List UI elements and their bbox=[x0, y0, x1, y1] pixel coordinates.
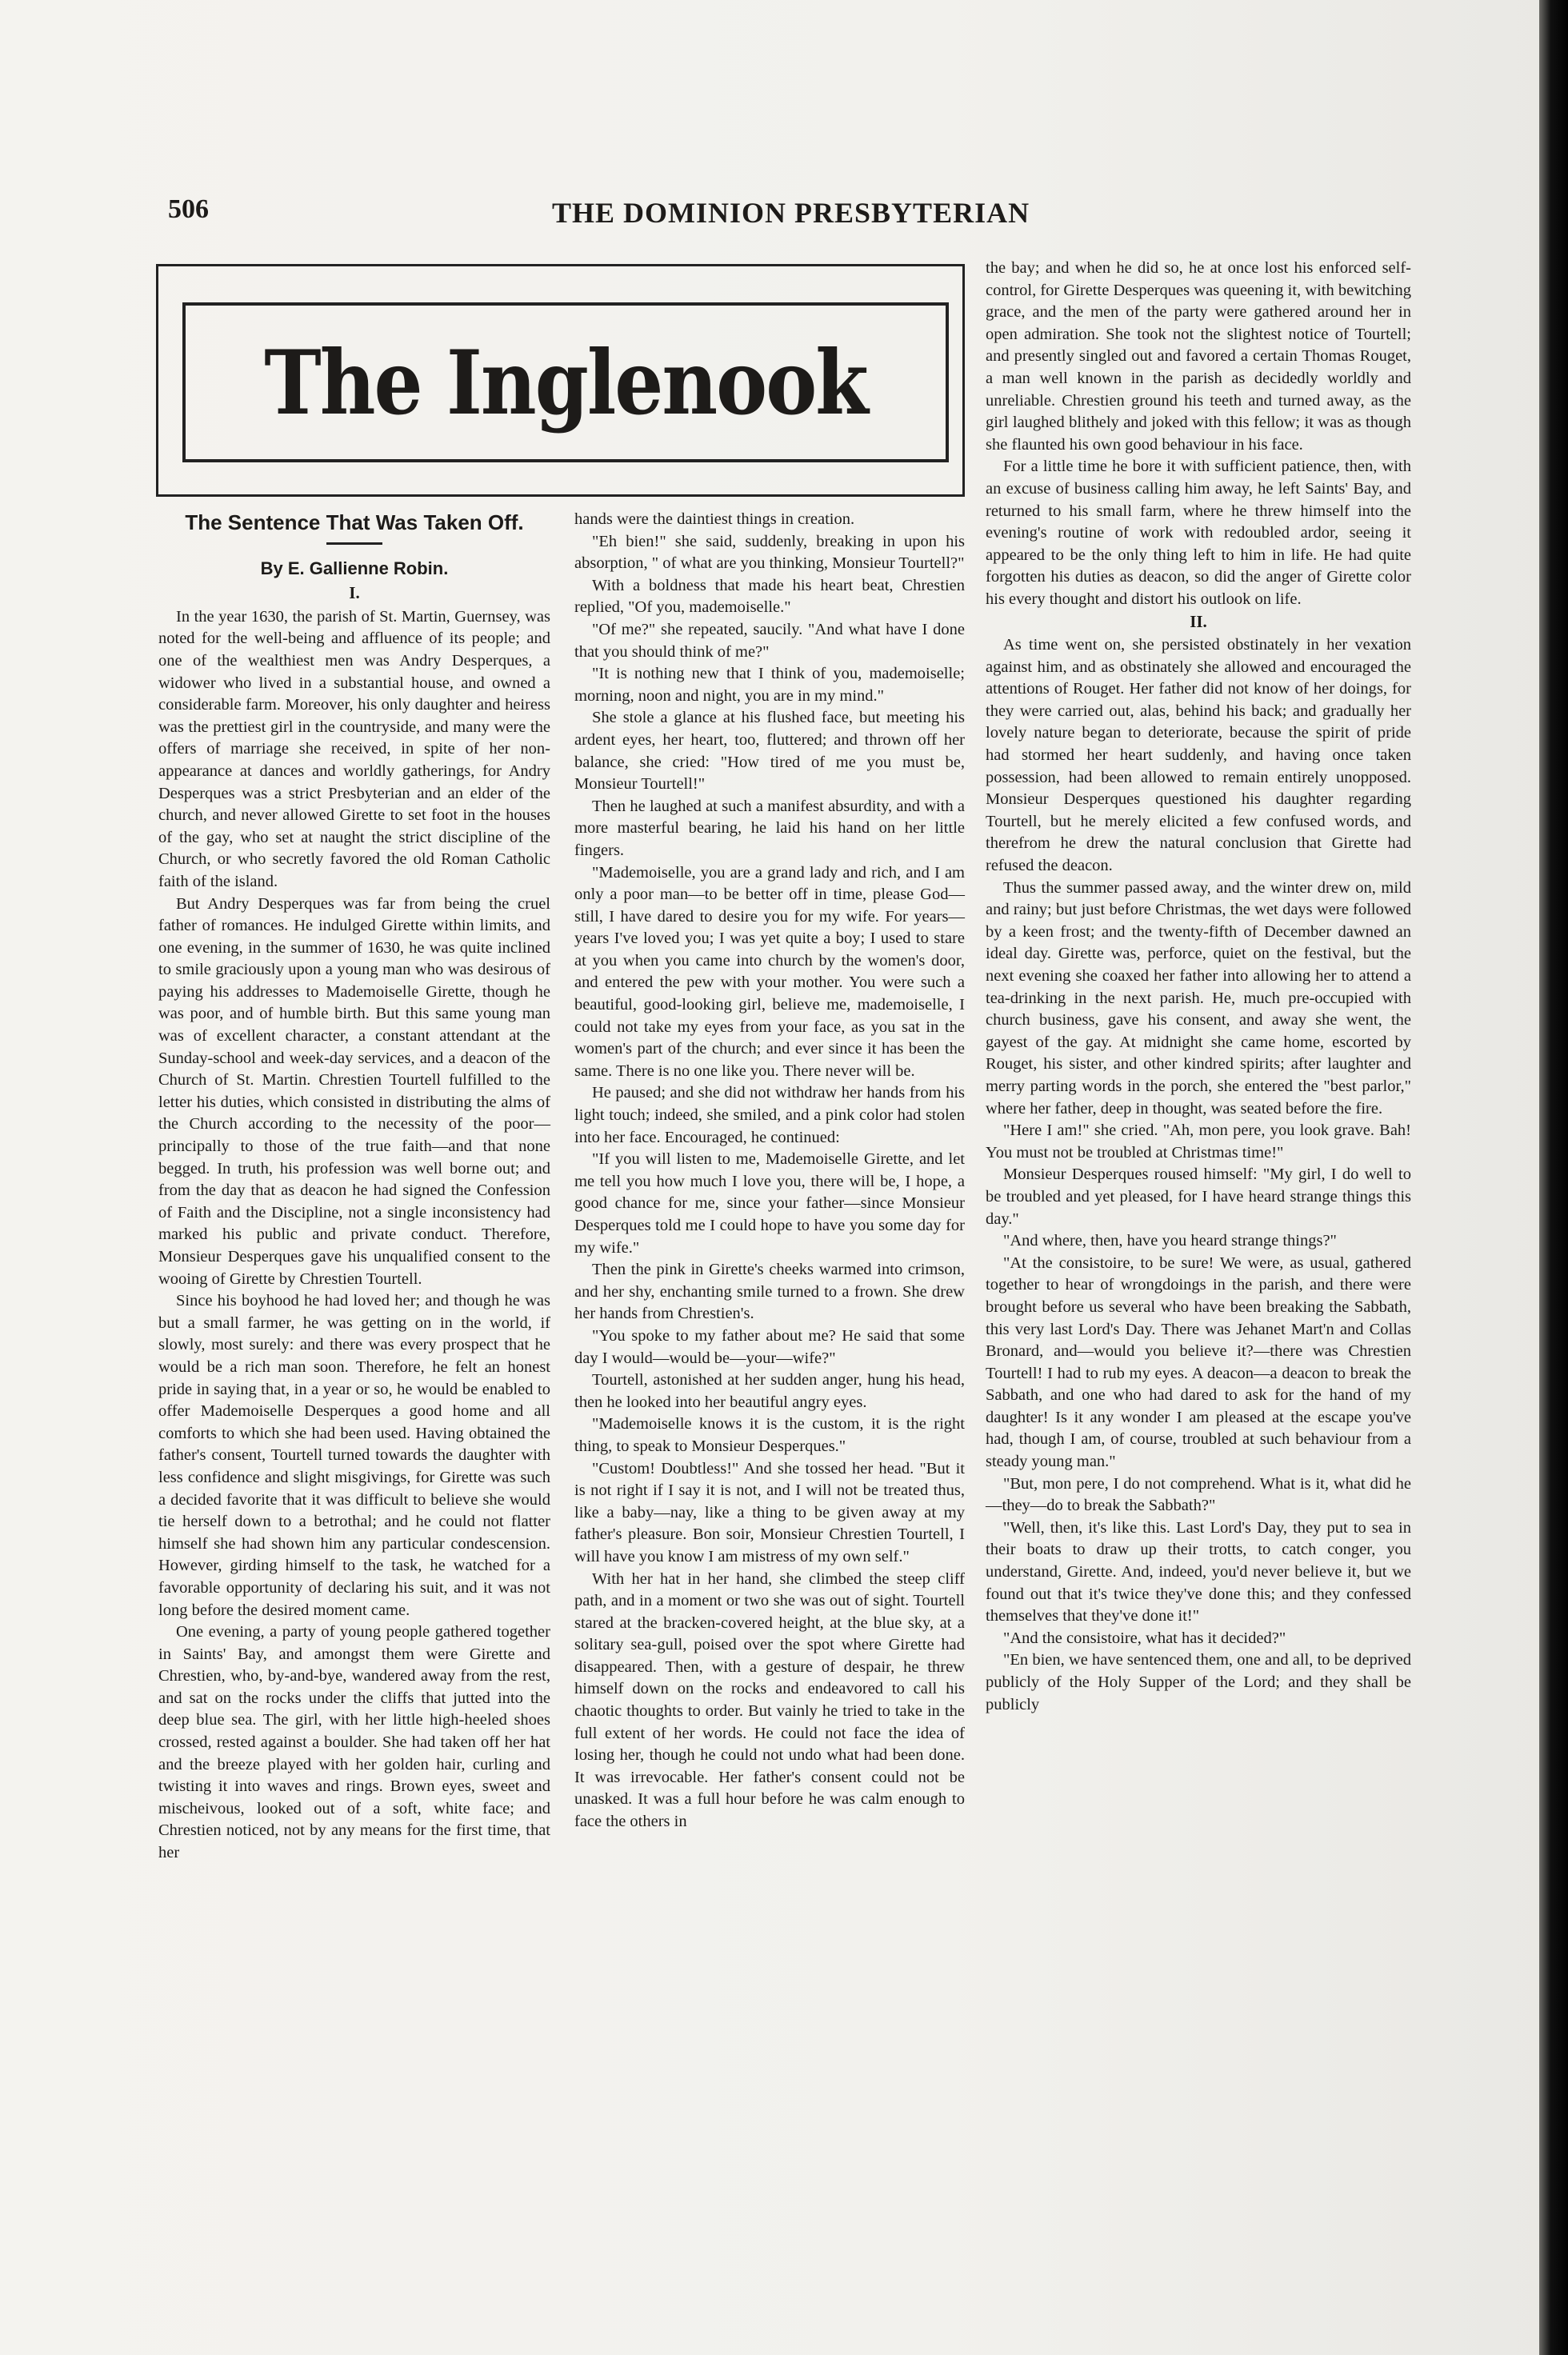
paragraph: the bay; and when he did so, he at once lost his enforced self-control, for Girette Desperques was queening it, with bewitching grace, and the men of the party were gathered around her in open admiration. She took not the slightest notice of Tourtell; and presently singled out and favored a certain Thomas Rouget, a man well known in the parish as decidedly worldly and unreliable. Chrestien ground his teeth and turned away, as the girl laughed blithely and joked with this fellow; it was as though she flaunted his own good behaviour in his face. bbox=[986, 259, 1411, 454]
paragraph: Tourtell, astonished at her sudden anger, hung his head, then he looked into her beautiful angry eyes. bbox=[574, 1371, 965, 1411]
scan-edge bbox=[1539, 0, 1568, 2355]
section-numeral-2: II. bbox=[1190, 611, 1207, 631]
paragraph: "But, mon pere, I do not comprehend. What is it, what did he—they—do to break the Sabbath?" bbox=[986, 1474, 1411, 1515]
section-numeral-1: I. bbox=[349, 583, 360, 603]
paragraph: Since his boyhood he had loved her; and though he was but a small farmer, he was getting on in the world, if slowly, most surely: and there was every prospect that he would be a rich man soon. Therefore, he felt an honest pride in saying that, in a year or so, he would be enabled to offer Mademoiselle Desperques a good home and all comforts to which she had been used. Having obtained the father's consent, Tourtell turned towards the daughter with less confidence and slight misgivings, for Girette was such a decided favorite that it was difficult to believe she would tie herself down to a betrothal; and he could not flatter himself she had shown him any particular condescension. However, girding himself to the task, he watched for a favorable opportunity of declaring his suit, and it was not long before the desired moment came. bbox=[158, 1292, 550, 1619]
paragraph: "And where, then, have you heard strange things?" bbox=[1003, 1232, 1337, 1250]
column-1 bbox=[158, 512, 550, 1865]
paragraph: "If you will listen to me, Mademoiselle Girette, and let me tell you how much I love you, there will be, I hope, a good chance for me, since your father—since Monsieur Desperques told me I could hope to have you some day for my wife." bbox=[574, 1150, 965, 1257]
paragraph: But Andry Desperques was far from being the cruel father of romances. He indulged Girette within limits, and one evening, in the summer of 1630, he was quite inclined to smile graciously upon a young man who was desirous of paying his addresses to Mademoiselle Girette, though he was poor, and of humble birth. But this same young man was of excellent character, a constant attendant at the Sunday-school and week-day services, and a deacon of the Church of St. Martin. Chrestien Tourtell fulfilled to the letter his duties, which consisted in distributing the alms of the Church according to the necessity of the poor—principally to those of the true faith—and that none begged. In truth, his profession was well borne out; and from the day that as deacon he had signed the Confession of Faith and the Discipline, not a single inconsistency had marked his public and private conduct. Therefore, Monsieur Desperques gave his unqualified consent to the wooing of Girette by Chrestien Tourtell. bbox=[158, 894, 550, 1288]
paragraph: "Mademoiselle knows it is the custom, it is the right thing, to speak to Monsieur Desperques." bbox=[574, 1415, 965, 1455]
section-title: The Inglenook bbox=[264, 330, 867, 434]
paragraph: "Of me?" she repeated, saucily. "And what have I done that you should think of me?" bbox=[574, 620, 965, 661]
paragraph: "Here I am!" she cried. "Ah, mon pere, you look grave. Bah! You must not be troubled at Christmas time!" bbox=[986, 1122, 1411, 1162]
paragraph: "Mademoiselle, you are a grand lady and rich, and I am only a poor man—to be better off in time, please God—still, I have dared to desire you for my wife. For years—years I've loved you; I was yet quite a boy; I used to stare at you when you came into church by the women's door, and entered the pew with your mother. You were such a beautiful, good-looking girl, believe me, mademoiselle, I could not take my eyes from your face, as you sat in the women's part of the church; and ever since it has been the same. There is no one like you. There never will be. bbox=[574, 863, 965, 1080]
paragraph: For a little time he bore it with sufficient patience, then, with an excuse of business calling him away, he left Saints' Bay, and returned to his small farm, where he threw himself into the evening's routine of work with redoubled ardor, seeing it appeared to be the only thing left to him in life. He had quite forgotten his duties as deacon, so did the anger of Girette color his every thought and distort his outlook on life. bbox=[986, 458, 1411, 608]
paragraph: "It is nothing new that I think of you, mademoiselle; morning, noon and night, you are in my mind." bbox=[574, 665, 965, 705]
paragraph: "You spoke to my father about me? He said that some day I would—would be—your—wife?" bbox=[574, 1326, 965, 1367]
column-3 bbox=[986, 258, 1411, 1716]
paragraph: "En bien, we have sentenced them, one and all, to be deprived publicly of the Holy Supper of the Lord; and they shall be publicly bbox=[986, 1651, 1411, 1713]
byline: By E. Gallienne Robin. bbox=[260, 558, 449, 578]
paragraph: hands were the daintiest things in creation. bbox=[574, 510, 855, 528]
publication-title: THE DOMINION PRESBYTERIAN bbox=[552, 197, 1030, 229]
paragraph: With a boldness that made his heart beat, Chrestien replied, "Of you, mademoiselle." bbox=[574, 576, 965, 617]
paragraph: One evening, a party of young people gathered together in Saints' Bay, and amongst them were Girette and Chrestien, who, by-and-bye, wandered away from the rest, and sat on the rocks under the cliffs that jutted into the deep blue sea. The girl, with her little high-heeled shoes crossed, rested against a boulder. She had taken off her hat and the breeze played with her golden hair, curling and twisting it into waves and rings. Brown eyes, sweet and mischeivous, looked out of a soft, white face; and Chrestien noticed, not by any means for the first time, that her bbox=[158, 1623, 550, 1862]
paragraph: "Custom! Doubtless!" And she tossed her head. "But it is not right if I say it is not, and I will not be treated thus, like a baby—nay, like a thing to be given away at my father's pleasure. Bon soir, Monsieur Chrestien Tourtell, I will have you know I am mistress of my own self." bbox=[574, 1459, 965, 1565]
paragraph: "Eh bien!" she said, suddenly, breaking in upon his absorption, " of what are you thinking, Monsieur Tourtell?" bbox=[574, 532, 965, 573]
paragraph: In the year 1630, the parish of St. Martin, Guernsey, was noted for the well-being and affluence of its people; and one of the wealthiest men was Andry Desperques, a widower who lived in a substantial house, and owned a considerable farm. Moreover, his only daughter and heiress was the prettiest girl in the countryside, and many were the offers of marriage she received, in spite of her non-appearance at dances and worldly gatherings, for Andry Desperques was a strict Presbyterian and an elder of the church, and never allowed Girette to set foot in the houses of the gay, who set at naught the strict discipline of the Church, or who secretly favored the old Roman Catholic faith of the island. bbox=[158, 607, 550, 890]
banner-box bbox=[182, 302, 949, 462]
title-rule bbox=[326, 542, 382, 545]
paragraph: As time went on, she persisted obstinately in her vexation against him, and as obstinately she allowed and encouraged the attentions of Rouget. Her father did not know of her doings, for they were carried out, alas, behind his back; and gradually her lovely nature began to deteriorate, because the spirit of pride had stormed her heart suddenly, and having once taken possession, had been allowed to remain entirely unopposed. Monsieur Desperques questioned his daughter regarding Tourtell, but he merely elicited a few confused words, and therefrom he drew the natural conclusion that Girette had refused the deacon. bbox=[986, 636, 1411, 875]
page-number: 506 bbox=[168, 194, 209, 224]
column-2 bbox=[574, 509, 965, 1833]
paragraph: "And the consistoire, what has it decided?" bbox=[1003, 1629, 1286, 1647]
paragraph: Then he laughed at such a manifest absurdity, and with a more masterful bearing, he laid his hand on her little fingers. bbox=[574, 797, 965, 859]
paragraph: She stole a glance at his flushed face, but meeting his ardent eyes, her heart, too, fluttered; and thrown off her balance, she cried: "How tired of me you must be, Monsieur Tourtell!" bbox=[574, 709, 965, 794]
paragraph: Thus the summer passed away, and the winter drew on, mild and rainy; but just before Christmas, the wet days were followed by a keen frost; and the twenty-fifth of December dawned an ideal day. Girette was, perforce, quiet on the festival, but the next evening she coaxed her father into allowing her to attend a tea-drinking in the next parish. He, much pre-occupied with church business, gave his consent, and away she went, the gayest of the gay. At midnight she came home, escorted by Rouget, his sister, and other kindred spirits; after laughter and merry parting words in the porch, she entered the "best parlor," where her father, deep in thought, was seated before the fire. bbox=[986, 878, 1411, 1118]
paragraph: He paused; and she did not withdraw her hands from his light touch; indeed, she smiled, and a pink color had stolen into her face. Encouraged, he continued: bbox=[574, 1084, 965, 1146]
paragraph: Monsieur Desperques roused himself: "My girl, I do well to be troubled and yet pleased, for I have heard strange things this day." bbox=[986, 1166, 1411, 1228]
paragraph: "At the consistoire, to be sure! We were, as usual, gathered together to hear of wrongdoings in the parish, and there were brought before us several who have been breaking the Sabbath, this very last Lord's Day. There was Jehanet Mart'n and Collas Bronard, and—would you believe it?—there was Chrestien Tourtell! I had to rub my eyes. A deacon—a deacon to break the Sabbath, and one who had dared to ask for the hand of my daughter! Is it any wonder I am pleased at the escape you've had, though I am, of course, troubled at such behaviour from a steady young man." bbox=[986, 1253, 1411, 1471]
paragraph: Then the pink in Girette's cheeks warmed into crimson, and her shy, enchanting smile turned to a frown. She drew her hands from Chrestien's. bbox=[574, 1261, 965, 1323]
story-title: The Sentence That Was Taken Off. bbox=[185, 510, 524, 534]
paragraph: With her hat in her hand, she climbed the steep cliff path, and in a moment or two she was out of sight. Tourtell stared at the bracken-covered height, at the blue sky, at a solitary sea-gull, poised over the spot where Girette had disappeared. Then, with a gesture of despair, he threw himself down on the rocks and endeavored to call his chaotic thoughts to order. But vainly he tried to take in the full extent of her words. He could not face the idea of losing her, though he could not undo what had been done. It was irrevocable. Her father's consent could not be unasked. It was a full hour before he was calm enough to face the others in bbox=[574, 1569, 965, 1831]
paragraph: "Well, then, it's like this. Last Lord's Day, they put to sea in their boats to draw up their trotts, to catch conger, you understand, Girette. And, indeed, you'd never believe it, but we found out that it's twice they've done this; and they confessed themselves that they've done it!" bbox=[986, 1518, 1411, 1625]
